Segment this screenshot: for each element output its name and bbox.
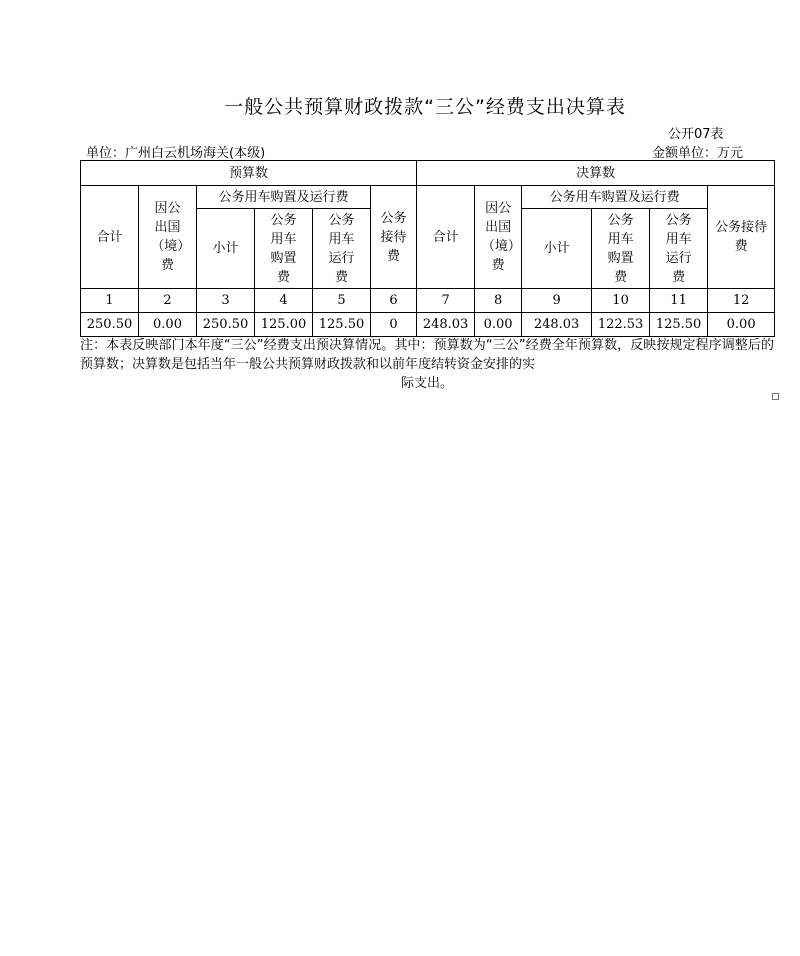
budget-reception-header: [371, 186, 417, 289]
final-reception-header: [708, 186, 775, 289]
corner-marker: [772, 393, 779, 400]
final-abroad-label: 因公出国（境）费: [481, 201, 515, 273]
column-number: 3: [197, 289, 255, 313]
value-cell: 0.00: [139, 313, 197, 337]
page-title: 一般公共预算财政拨款“三公”经费支出决算表: [224, 96, 626, 118]
column-number: 9: [522, 289, 592, 313]
budget-total-header: 合计: [81, 186, 139, 289]
column-number: 4: [255, 289, 313, 313]
expenditure-table: [80, 160, 775, 337]
budget-reception-label: 公务接待费: [380, 210, 407, 264]
budget-vehicle-group-header: 公务用车购置及运行费: [197, 186, 371, 209]
note-text: 注：本表反映部门本年度“三公”经费支出预决算情况。其中：预算数为“三公”经费全年预算数，反映按规定程序调整后的预算数；决算数是包括当年一般公共预算财政拨款和以前年度结转资金安排的实: [80, 338, 774, 372]
group-header-row: [81, 161, 775, 186]
final-subtotal-header: 小计: [522, 209, 592, 289]
budget-vehicle-operation-header: [313, 209, 371, 289]
final-group-header: 决算数: [417, 161, 775, 186]
column-number: 2: [139, 289, 197, 313]
value-cell: 0.00: [475, 313, 522, 337]
reporting-unit: 单位：广州白云机场海关(本级): [86, 146, 266, 161]
note-text-end: 际支出。: [400, 376, 453, 391]
value-row: [81, 313, 775, 337]
value-cell: 0: [371, 313, 417, 337]
budget-vehicle-purchase-label: 公务用车购置费: [270, 212, 297, 285]
budget-vehicle-operation-label: 公务用车运行费: [328, 212, 355, 285]
column-number: 6: [371, 289, 417, 313]
value-cell: 248.03: [522, 313, 592, 337]
column-number: 12: [708, 289, 775, 313]
column-number: 11: [650, 289, 708, 313]
budget-group-header: 预算数: [81, 161, 417, 186]
budget-subtotal-header: 小计: [197, 209, 255, 289]
final-abroad-header: [475, 186, 522, 289]
value-cell: 250.50: [197, 313, 255, 337]
column-number: 5: [313, 289, 371, 313]
final-reception-label: 公务接待费: [715, 220, 768, 254]
category-header-row: [81, 186, 775, 209]
column-number-row: [81, 289, 775, 313]
budget-vehicle-purchase-header: [255, 209, 313, 289]
form-number: 公开07表: [668, 127, 724, 142]
amount-unit: 金额单位：万元: [652, 146, 744, 161]
final-vehicle-operation-label: 公务用车运行费: [665, 212, 692, 285]
budget-abroad-label: 因公出国（境）费: [151, 201, 184, 273]
value-cell: 0.00: [708, 313, 775, 337]
final-total-header: 合计: [417, 186, 475, 289]
column-number: 8: [475, 289, 522, 313]
column-number: 7: [417, 289, 475, 313]
final-vehicle-purchase-header: [592, 209, 650, 289]
value-cell: 125.50: [313, 313, 371, 337]
budget-abroad-header: [139, 186, 197, 289]
value-cell: 248.03: [417, 313, 475, 337]
final-vehicle-purchase-label: 公务用车购置费: [607, 212, 634, 285]
final-vehicle-group-header: 公务用车购置及运行费: [522, 186, 708, 209]
value-cell: 250.50: [81, 313, 139, 337]
final-vehicle-operation-header: [650, 209, 708, 289]
column-number: 10: [592, 289, 650, 313]
value-cell: 125.50: [650, 313, 708, 337]
table-note: [80, 336, 774, 393]
value-cell: 125.00: [255, 313, 313, 337]
column-number: 1: [81, 289, 139, 313]
value-cell: 122.53: [592, 313, 650, 337]
